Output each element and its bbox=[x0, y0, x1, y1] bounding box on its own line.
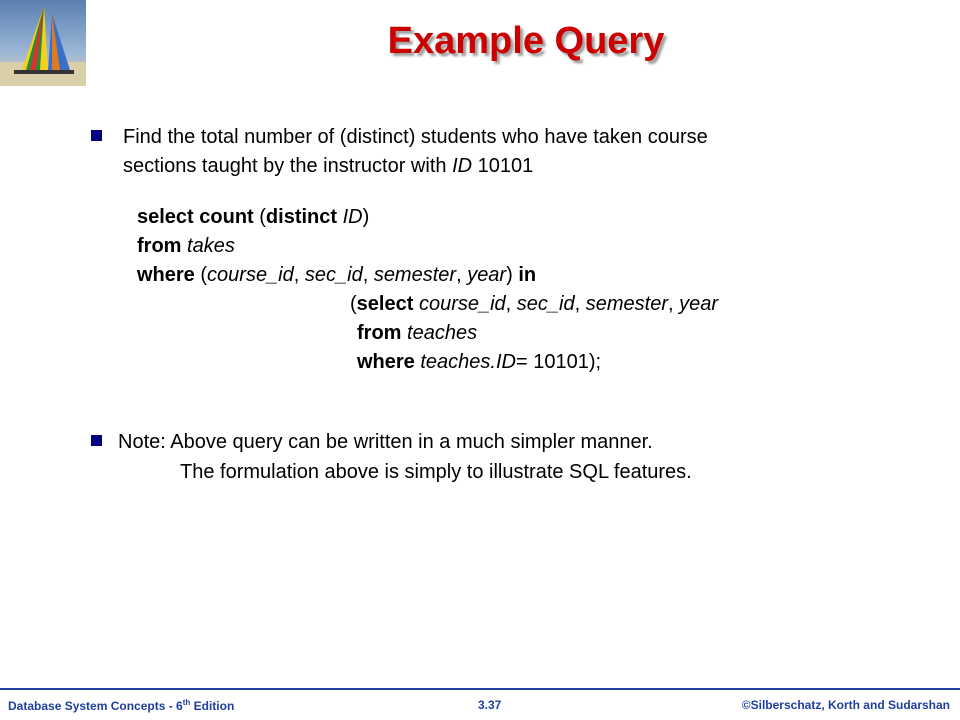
query-line-2: from takes bbox=[137, 235, 235, 257]
query-line-3: where (course_id, sec_id, semester, year) in bbox=[137, 264, 537, 286]
query-line-4: (select course_id, sec_id, semester, year bbox=[350, 293, 719, 315]
bullet2-line1: Note: Above query can be written in a much simpler manner. bbox=[118, 431, 653, 453]
bullet-marker bbox=[91, 130, 102, 141]
footer-page-number: 3.37 bbox=[478, 698, 502, 712]
query-line-1: select count (distinct ID) bbox=[137, 206, 370, 228]
bullet1-line1: Find the total number of (distinct) students who have taken course bbox=[123, 126, 708, 148]
footer-copyright: ©Silberschatz, Korth and Sudarshan bbox=[741, 698, 950, 712]
query-line-5: from teaches bbox=[357, 322, 478, 344]
bullet-marker bbox=[91, 435, 102, 446]
query-line-6: where teaches.ID= 10101); bbox=[357, 351, 602, 373]
bullet2-line2: The formulation above is simply to illustrate SQL features. bbox=[180, 461, 692, 483]
footer-divider bbox=[0, 688, 960, 690]
bullet1-line2: sections taught by the instructor with ID 10101 bbox=[123, 155, 534, 177]
slide-title: Example Query bbox=[387, 20, 665, 62]
footer-book-title: Database System Concepts - 6th Edition bbox=[8, 698, 235, 713]
